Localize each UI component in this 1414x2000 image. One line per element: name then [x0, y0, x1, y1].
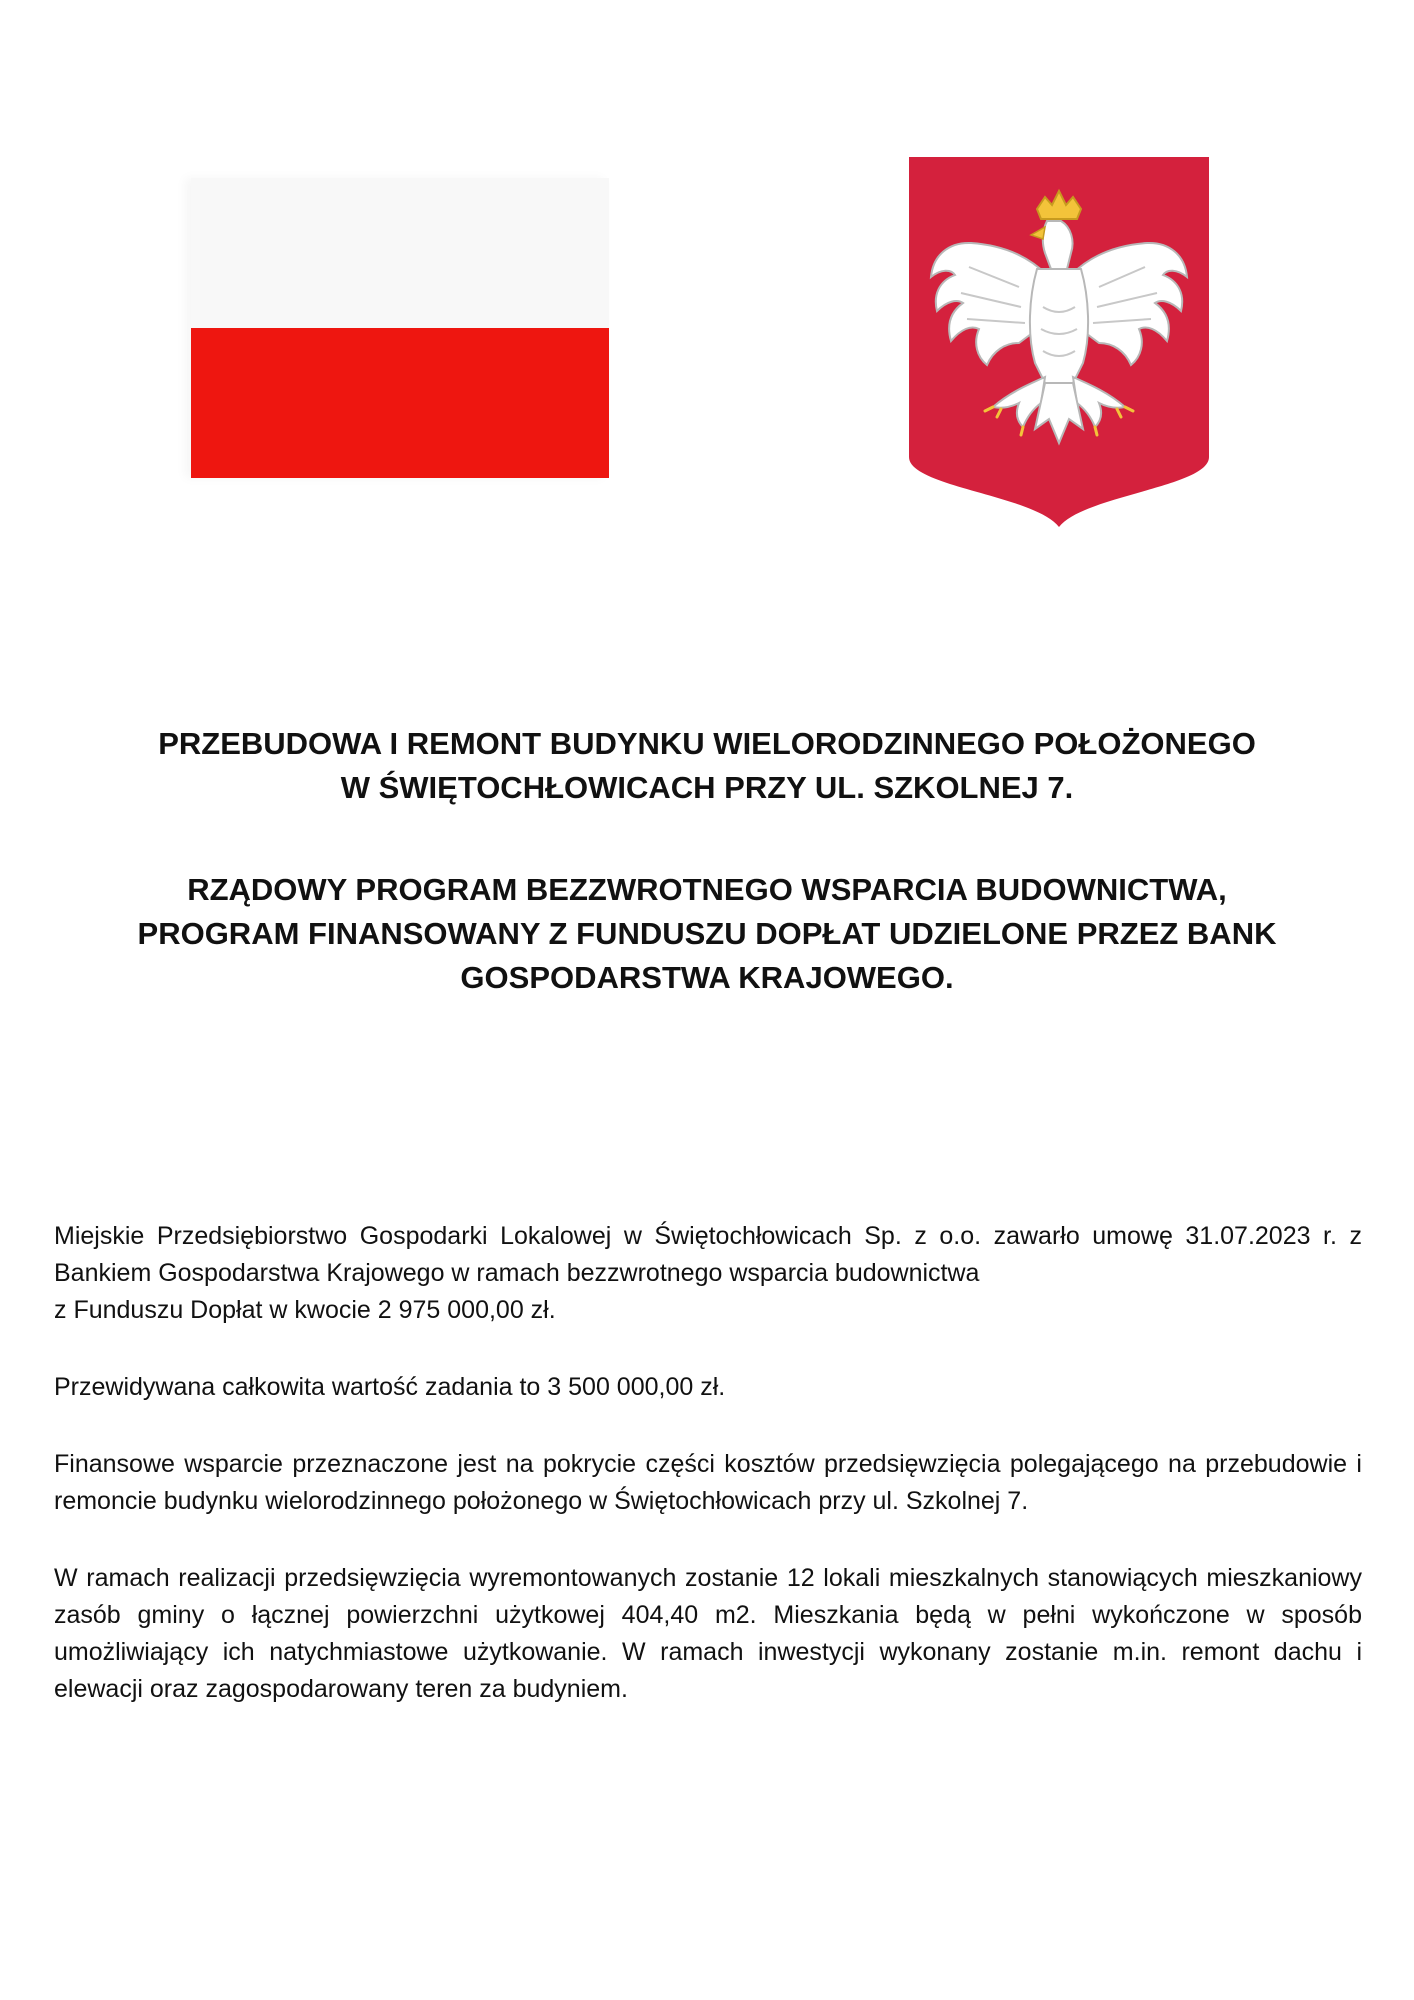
total-value-paragraph — [54, 1369, 1362, 1406]
program-title-line-2: PROGRAM FINANSOWANY Z FUNDUSZU DOPŁAT UDZIELONE PRZEZ BANK — [137, 916, 1277, 951]
polish-coat-of-arms-eagle-icon — [909, 157, 1209, 527]
scope-text: W ramach realizacji przedsięwzięcia wyremontowanych zostanie 12 lokali mieszkalnych stanowiących mieszkaniowy zasób gminy o łącznej powierzchni użytkowej 404,40 m2. Mieszkania będą w pełni wykończone w sposób umożliwiający ich natychmiastowe użytkowanie. W ramach inwestycji wykonany zostanie m.in. remont dachu i elewacji oraz zagospodarowany teren za budyniem. — [54, 1564, 1362, 1703]
scope-paragraph — [54, 1560, 1362, 1708]
eagle-body — [1030, 269, 1088, 383]
agreement-paragraph — [54, 1218, 1362, 1329]
polish-flag-icon — [191, 178, 609, 478]
agreement-paragraph-line-1: Miejskie Przedsiębiorstwo Gospodarki Lokalowej w Świętochłowicach Sp. z o.o. zawarło umowę 31.07.2023 r. z Bankiem Gospodarstwa Krajowego w ramach bezzwrotnego wsparcia budownictwa — [54, 1222, 1362, 1287]
project-title-line-2: W ŚWIĘTOCHŁOWICACH PRZY UL. SZKOLNEJ 7. — [340, 770, 1074, 805]
financing-purpose-paragraph — [54, 1446, 1362, 1520]
agreement-paragraph-line-2: z Funduszu Dopłat w kwocie 2 975 000,00 zł. — [54, 1296, 556, 1324]
program-title-line-1: RZĄDOWY PROGRAM BEZZWROTNEGO WSPARCIA BUDOWNICTWA, — [187, 872, 1227, 907]
program-title — [0, 868, 1414, 1000]
project-title — [0, 722, 1414, 810]
flag-red-stripe — [191, 328, 609, 478]
program-title-line-3: GOSPODARSTWA KRAJOWEGO. — [460, 960, 954, 995]
financing-purpose-text: Finansowe wsparcie przeznaczone jest na pokrycie części kosztów przedsięwzięcia polegającego na przebudowie i remoncie budynku wielorodzinnego położonego w Świętochłowicach przy ul. Szkolnej 7. — [54, 1450, 1362, 1515]
eagle-head — [1043, 221, 1073, 269]
total-value-text: Przewidywana całkowita wartość zadania to 3 500 000,00 zł. — [54, 1373, 726, 1401]
flag-white-stripe — [191, 178, 609, 328]
project-title-line-1: PRZEBUDOWA I REMONT BUDYNKU WIELORODZINNEGO POŁOŻONEGO — [158, 726, 1256, 761]
